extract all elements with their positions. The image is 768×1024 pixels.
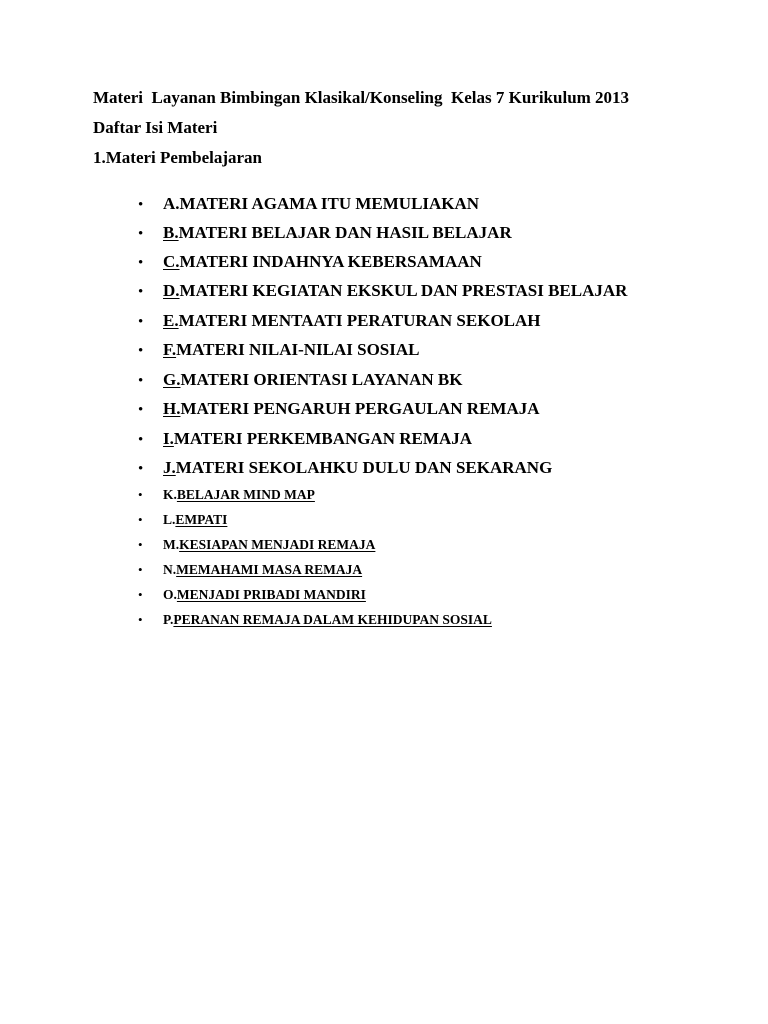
list-item-label: MATERI BELAJAR DAN HASIL BELAJAR	[178, 223, 512, 242]
list-item-text	[163, 562, 362, 578]
list-item-prefix: G.	[163, 370, 181, 389]
bullet-icon: •	[138, 562, 143, 577]
list-item-prefix: N.	[163, 562, 177, 577]
list-item-text	[163, 512, 227, 528]
list-item-text	[163, 223, 512, 243]
list-item-text	[163, 429, 472, 449]
list-item-label: MATERI AGAMA ITU MEMULIAKAN	[179, 194, 480, 213]
bullet-icon: •	[138, 587, 143, 602]
bullet-icon: •	[138, 612, 143, 627]
bullet-icon: •	[138, 373, 144, 389]
list-item-label: MEMAHAMI MASA REMAJA	[176, 562, 363, 577]
list-item-label: MATERI PERKEMBANGAN REMAJA	[173, 429, 472, 448]
list-item-prefix: E.	[163, 311, 179, 330]
list-item-prefix: L.	[163, 512, 176, 527]
bullet-icon: •	[138, 314, 144, 330]
list-item-prefix: F.	[163, 340, 177, 359]
bullet-icon: •	[138, 432, 144, 448]
list-item-text	[163, 311, 541, 331]
list-item-prefix: A.	[163, 194, 180, 213]
list-item-text	[163, 194, 479, 214]
bullet-icon: •	[138, 512, 143, 527]
list-item-text	[163, 587, 366, 603]
list-item-text	[163, 399, 540, 419]
list-item-label: MATERI SEKOLAHKU DULU DAN SEKARANG	[175, 458, 553, 477]
bullet-icon: •	[138, 197, 144, 213]
list-item-label: KESIAPAN MENJADI REMAJA	[179, 537, 376, 552]
list-item-label: PERANAN REMAJA DALAM KEHIDUPAN SOSIAL	[173, 612, 492, 627]
list-item-label: MATERI NILAI-NILAI SOSIAL	[176, 340, 420, 359]
document-title: Materi Layanan Bimbingan Klasikal/Konseling Kelas 7 Kurikulum 2013	[93, 88, 630, 107]
list-item-prefix: D.	[163, 281, 180, 300]
list-item-prefix: P.	[163, 612, 174, 627]
list-item-label: EMPATI	[175, 512, 228, 527]
list-item-text	[163, 252, 482, 272]
list-item-label: MATERI ORIENTASI LAYANAN BK	[180, 370, 463, 389]
list-item-text	[163, 340, 419, 360]
bullet-icon: •	[138, 402, 144, 418]
list-item-prefix: I.	[163, 429, 174, 448]
bullet-icon: •	[138, 461, 144, 477]
bullet-icon: •	[138, 255, 144, 271]
list-item-prefix: M.	[163, 537, 180, 552]
list-item-text	[163, 458, 552, 478]
list-item-label: MATERI MENTAATI PERATURAN SEKOLAH	[178, 311, 541, 330]
bullet-icon: •	[138, 343, 144, 359]
bullet-icon: •	[138, 537, 143, 552]
list-item-prefix: C.	[163, 252, 180, 271]
list-item-text	[163, 370, 462, 390]
list-item-text	[163, 612, 492, 628]
list-item-prefix: K.	[163, 487, 177, 502]
list-item-label: MATERI PENGARUH PERGAULAN REMAJA	[180, 399, 540, 418]
document-subtitle: Daftar Isi Materi	[93, 118, 218, 137]
bullet-icon: •	[138, 284, 144, 300]
bullet-icon: •	[138, 487, 143, 502]
list-item-label: MENJADI PRIBADI MANDIRI	[176, 587, 366, 602]
list-item-prefix: J.	[163, 458, 176, 477]
list-item-label: MATERI INDAHNYA KEBERSAMAAN	[179, 252, 482, 271]
list-item-prefix: H.	[163, 399, 181, 418]
list-item-label: MATERI KEGIATAN EKSKUL DAN PRESTASI BELAJAR	[179, 281, 628, 300]
section-heading: 1.Materi Pembelajaran	[93, 148, 262, 167]
list-item-prefix: B.	[163, 223, 179, 242]
list-item-text	[163, 281, 627, 301]
list-item-prefix: O.	[163, 587, 177, 602]
bullet-icon: •	[138, 226, 144, 242]
list-item-text	[163, 487, 315, 503]
list-item-text	[163, 537, 375, 553]
list-item-label: BELAJAR MIND MAP	[176, 487, 315, 502]
